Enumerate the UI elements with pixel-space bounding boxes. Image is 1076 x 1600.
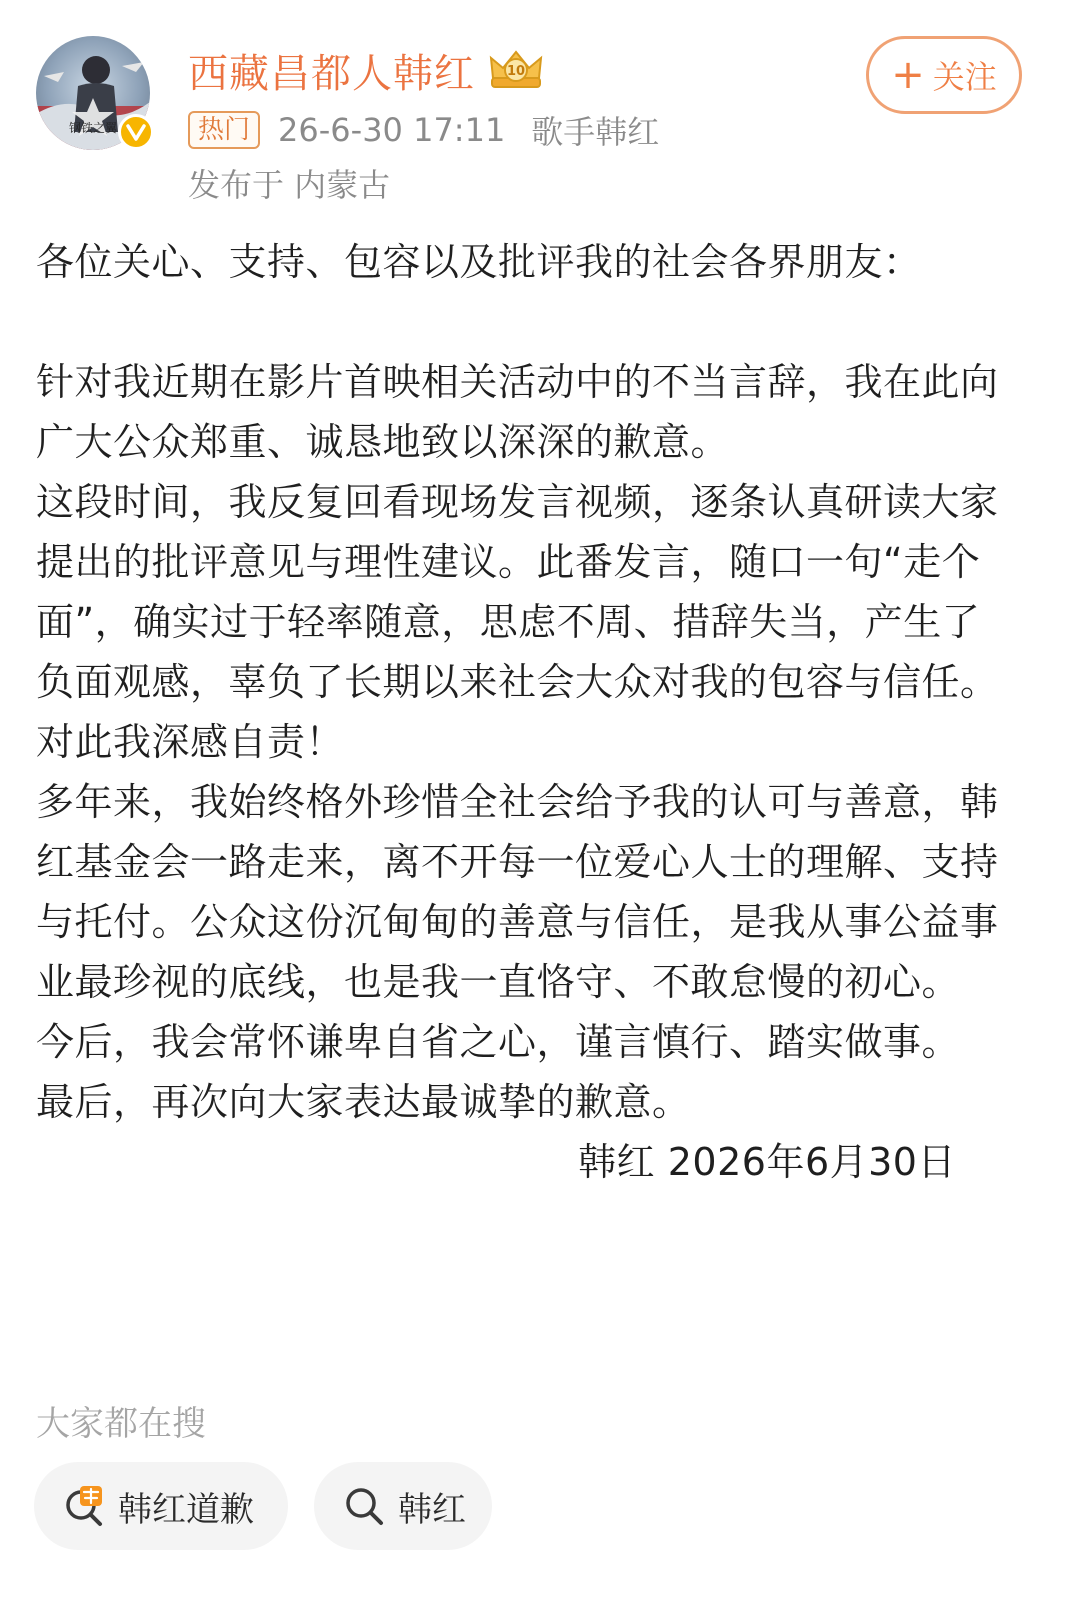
post-paragraph: 今后，我会常怀谦卑自省之心，谨言慎行、踏实做事。 bbox=[36, 1020, 961, 1064]
search-icon bbox=[342, 1484, 386, 1528]
follow-button[interactable] bbox=[866, 36, 1022, 114]
trending-search-title: 大家都在搜 bbox=[36, 1404, 206, 1444]
post-paragraph: 多年来，我始终格外珍惜全社会给予我的认可与善意，韩红基金会一路走来，离不开每一位爱心人士的理解、支持与托付。公众这份沉甸甸的善意与信任，是我从事公益事业最珍视的底线，也是我一直恪守、不敢怠慢的初心。 bbox=[36, 780, 999, 1004]
search-chip-label: 韩红 bbox=[398, 1489, 466, 1530]
user-name[interactable]: 西藏昌都人韩红 bbox=[188, 50, 475, 97]
badge-level: 10 bbox=[506, 64, 526, 79]
search-chip-hanhong-apology[interactable] bbox=[34, 1462, 288, 1550]
post-source: 歌手韩红 bbox=[531, 113, 660, 151]
search-chip-label: 韩红道歉 bbox=[118, 1489, 254, 1530]
post-greeting: 各位关心、支持、包容以及批评我的社会各界朋友： bbox=[36, 240, 922, 284]
post-body bbox=[36, 232, 1016, 1192]
post-header bbox=[36, 36, 1040, 206]
meta-line bbox=[188, 108, 659, 152]
post-paragraph: 针对我近期在影片首映相关活动中的不当言辞，我在此向广大公众郑重、诚恳地致以深深的歉意。 bbox=[36, 360, 999, 464]
blank-line bbox=[36, 292, 1016, 352]
post-paragraph: 最后，再次向大家表达最诚挚的歉意。 bbox=[36, 1080, 691, 1124]
post-location: 发布于 内蒙古 bbox=[188, 166, 391, 204]
plus-icon: + bbox=[891, 52, 925, 98]
hot-tag: 热门 bbox=[188, 111, 260, 149]
name-line bbox=[188, 40, 545, 100]
avatar-text: 钢铁之翼 bbox=[68, 121, 118, 135]
search-chip-hanhong[interactable] bbox=[314, 1462, 492, 1550]
post-signature: 韩红 2026年6月30日 bbox=[578, 1140, 956, 1184]
follow-label: 关注 bbox=[932, 58, 997, 96]
avatar[interactable] bbox=[36, 36, 156, 156]
hot-search-icon bbox=[62, 1484, 106, 1528]
post-paragraph: 这段时间，我反复回看现场发言视频，逐条认真研读大家提出的批评意见与理性建议。此番发言，随口一句“走个面”，确实过于轻率随意，思虑不周、措辞失当，产生了负面观感，辜负了长期以来社会大众对我的包容与信任。对此我深感自责！ bbox=[36, 480, 999, 764]
crown-badge-icon bbox=[487, 48, 545, 92]
post-time: 26-6-30 17:11 bbox=[278, 111, 506, 149]
verified-icon bbox=[118, 114, 154, 150]
